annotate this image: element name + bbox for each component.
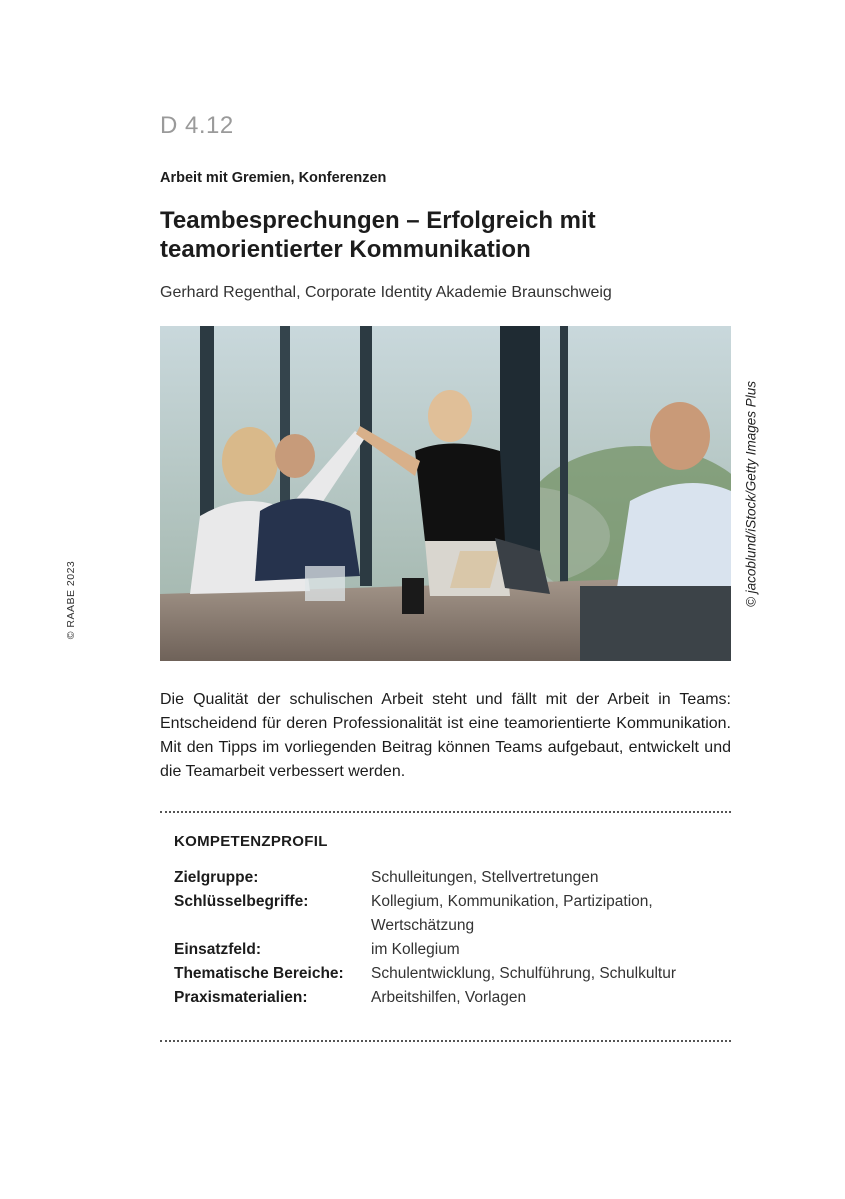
profile-label: Zielgruppe: [174,869,259,886]
article-title: Teambesprechungen – Erfolgreich mit teamorientierter Kommunikation [160,207,596,263]
competence-profile-heading: KOMPETENZPROFIL [174,833,328,850]
article-code: D 4.12 [160,112,234,139]
profile-value: Arbeitshilfen, Vorlagen [371,989,527,1006]
profile-value: Kollegium, Kommunikation, Partizipation, Wertschätzung [371,893,653,934]
divider-top [160,811,731,813]
competence-profile-table [174,866,734,1010]
profile-row-key-terms [174,890,734,938]
profile-label: Thematische Bereiche: [174,965,344,982]
profile-row-target-group [174,866,734,890]
profile-row-materials [174,986,734,1010]
profile-row-thematic-areas [174,962,734,986]
profile-value: Schulentwicklung, Schulführung, Schulkultur [371,965,677,982]
intro-paragraph: Die Qualität der schulischen Arbeit steht und fällt mit der Arbeit in Teams: Entscheidend für deren Professionalität ist eine teamorientierte Kommunikation. Mit den Tipps im vorliegenden Beitrag können Teams aufgebaut, entwickelt und die Teamarbeit verbessert werden. [160,691,731,780]
copyright-notice: © RAABE 2023 [65,560,77,640]
section-title: Arbeit mit Gremien, Konferenzen [160,170,387,186]
profile-row-field-of-use [174,938,734,962]
article-author: Gerhard Regenthal, Corporate Identity Akademie Braunschweig [160,284,612,301]
profile-label: Einsatzfeld: [174,941,261,958]
profile-value: Schulleitungen, Stellvertretungen [371,869,599,886]
profile-value: im Kollegium [371,941,460,958]
divider-bottom [160,1040,731,1042]
profile-label: Praxismaterialien: [174,989,308,1006]
profile-label: Schlüsselbegriffe: [174,893,309,910]
photo-credit: © jacoblund/iStock/Getty Images Plus [743,380,759,607]
team-meeting-photo [160,326,731,661]
